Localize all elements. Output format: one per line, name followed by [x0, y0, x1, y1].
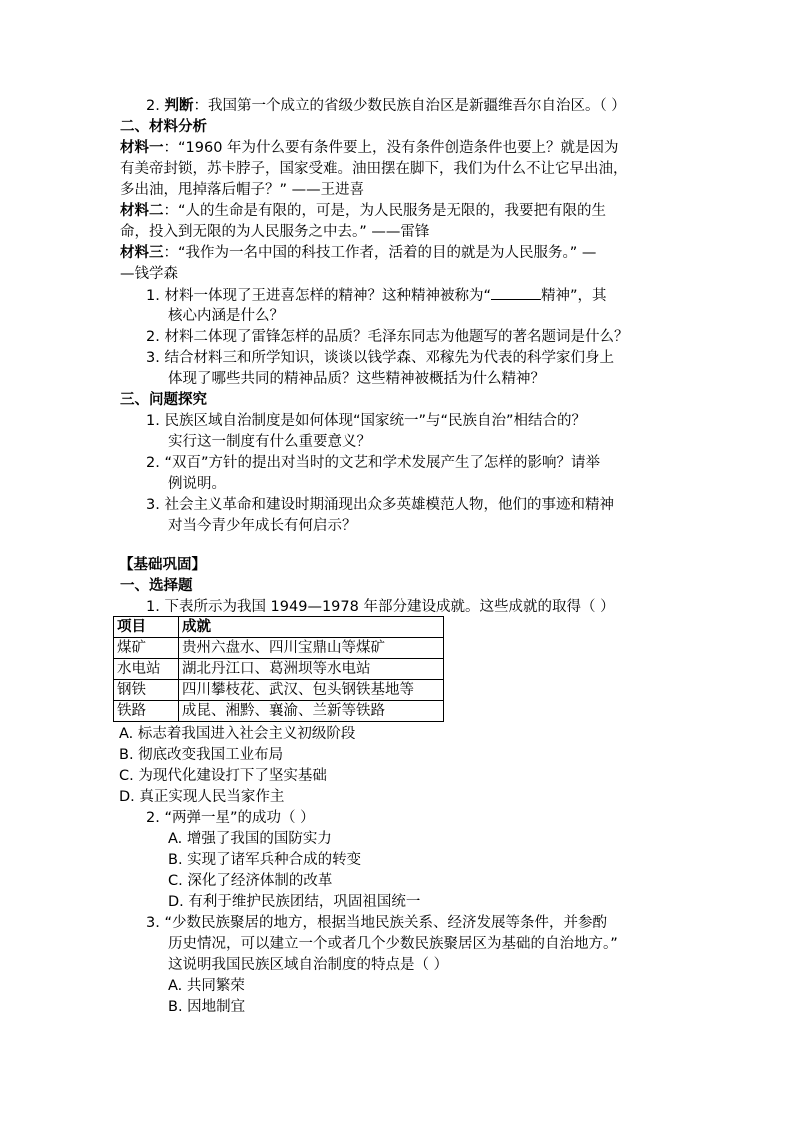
table-cell: 水电站	[114, 659, 179, 680]
inquiry-question-2-line-1: 2. “双百”方针的提出对当时的文艺和学术发展产生了怎样的影响？请举	[146, 455, 600, 471]
choice-question-3-line-3: 这说明我国民族区域自治制度的特点是（ ）	[168, 957, 449, 973]
question-number: 2.	[146, 98, 160, 114]
table-header-row	[114, 617, 444, 638]
inquiry-question-1-line-2: 实行这一制度有什么重要意义？	[168, 434, 371, 450]
material-question-3-line-2: 体现了哪些共同的精神品质？这些精神被概括为什么精神？	[168, 371, 545, 387]
material-1-line-1	[120, 138, 619, 159]
material-question-3-line-1: 3. 结合材料三和所学知识，谈谈以钱学森、邓稼先为代表的科学家们身上	[146, 350, 614, 366]
choice-3-option-b: B. 因地制宜	[168, 999, 246, 1015]
table-row	[114, 701, 444, 722]
table-row	[114, 659, 444, 680]
inquiry-question-2-line-2: 例说明。	[168, 476, 226, 492]
material-question-1-text-a: 1. 材料一体现了王进喜怎样的精神？这种精神被称为“	[146, 288, 491, 304]
material-3-line-1	[120, 243, 596, 264]
table-header-cell: 成就	[179, 617, 444, 638]
inquiry-question-3-line-1: 3. 社会主义革命和建设时期涌现出众多英雄模范人物，他们的事迹和精神	[146, 497, 614, 513]
section-heading-inquiry: 三、问题探究	[120, 392, 207, 408]
table-cell: 煤矿	[114, 638, 179, 659]
judge-label: 判断	[164, 98, 194, 114]
material-1-line-3: 多出油，甩掉落后帽子？” ——王进喜	[120, 182, 365, 198]
material-question-2: 2. 材料二体现了雷锋怎样的品质？毛泽东同志为他题写的著名题词是什么？	[146, 329, 629, 345]
choice-question-3-line-1: 3. “少数民族聚居的地方，根据当地民族关系、经济发展等条件，并参酌	[146, 915, 607, 931]
table-cell: 钢铁	[114, 680, 179, 701]
table-cell: 贵州六盘水、四川宝鼎山等煤矿	[179, 638, 444, 659]
basic-title: 【基础巩固】	[119, 557, 206, 573]
material-2-label: 材料二	[120, 203, 164, 219]
material-3-text: ：“我作为一名中国的科技工作者，活着的目的就是为人民服务。” —	[163, 245, 597, 261]
material-3-label: 材料三	[120, 245, 164, 261]
table-row	[114, 638, 444, 659]
table-cell: 湖北丹江口、葛洲坝等水电站	[179, 659, 444, 680]
material-1-text: ：“1960 年为什么要有条件要上，没有条件创造条件也要上？就是因为	[163, 140, 619, 156]
table-cell: 四川攀枝花、武汉、包头钢铁基地等	[179, 680, 444, 701]
material-question-1-line-2: 核心内涵是什么？	[168, 308, 284, 324]
choice-1-option-a: A. 标志着我国进入社会主义初级阶段	[119, 726, 356, 742]
choice-question-1-stem: 1. 下表所示为我国 1949—1978 年部分建设成就。这些成就的取得（ ）	[146, 599, 615, 615]
choice-question-3-line-2: 历史情况，可以建立一个或者几个少数民族聚居区为基础的自治地方。”	[168, 936, 618, 952]
judge-text: ：我国第一个成立的省级少数民族自治区是新疆维吾尔自治区。（ ）	[193, 98, 626, 114]
section-heading-choice: 一、选择题	[120, 578, 193, 594]
material-2-line-2: 命，投入到无限的为人民服务之中去。” ——雷锋	[120, 224, 430, 240]
table-row	[114, 680, 444, 701]
table-header-cell: 项目	[114, 617, 179, 638]
choice-2-option-a: A. 增强了我国的国防实力	[168, 831, 332, 847]
material-1-label: 材料一	[120, 140, 164, 156]
table-cell: 铁路	[114, 701, 179, 722]
choice-3-option-a: A. 共同繁荣	[168, 978, 245, 994]
choice-question-2-stem: 2. “两弹一星”的成功（ ）	[146, 810, 315, 826]
choice-1-option-c: C. 为现代化建设打下了坚实基础	[119, 768, 327, 784]
table-cell: 成昆、湘黔、襄渝、兰新等铁路	[179, 701, 444, 722]
judge-question-2	[146, 96, 626, 117]
material-3-line-2: —钱学森	[120, 266, 178, 282]
material-question-1-text-b: 精神”，其	[540, 288, 607, 304]
choice-2-option-d: D. 有利于维护民族团结，巩固祖国统一	[168, 894, 421, 910]
inquiry-question-1-line-1: 1. 民族区域自治制度是如何体现“国家统一”与“民族自治”相结合的？	[146, 413, 586, 429]
achievements-table	[113, 616, 444, 722]
material-2-text: ：“人的生命是有限的，可是，为人民服务是无限的，我要把有限的生	[163, 203, 607, 219]
material-1-line-2: 有美帝封锁，苏卡脖子，国家受难。油田摆在脚下，我们为什么不让它早出油，	[120, 161, 628, 177]
inquiry-question-3-line-2: 对当今青少年成长有何启示？	[168, 518, 357, 534]
choice-2-option-b: B. 实现了诸军兵种合成的转变	[168, 852, 362, 868]
choice-1-option-b: B. 彻底改变我国工业布局	[119, 747, 284, 763]
material-2-line-1	[120, 201, 606, 222]
section-heading-material: 二、材料分析	[120, 119, 207, 135]
choice-2-option-c: C. 深化了经济体制的改革	[168, 873, 333, 889]
answer-blank[interactable]	[491, 285, 541, 300]
choice-1-option-d: D. 真正实现人民当家作主	[119, 789, 285, 805]
material-question-1-line-1	[146, 285, 606, 306]
